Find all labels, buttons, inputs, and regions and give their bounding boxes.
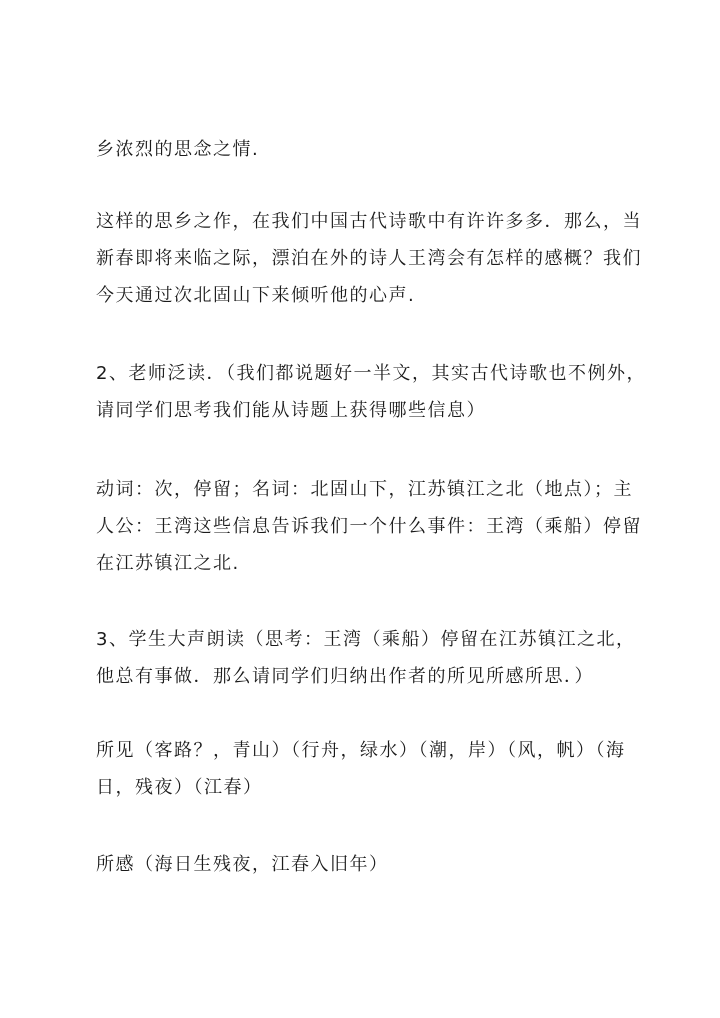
text-line: 人公：王湾这些信息告诉我们一个什么事件：王湾（乘船）停留	[96, 516, 642, 537]
text-line: 所见（客路？，青山）（行舟，绿水）（潮，岸）（风，帆）（海	[96, 740, 626, 761]
text-line: 今天通过次北固山下来倾听他的心声.	[96, 285, 416, 306]
text-line: 在江苏镇江之北.	[96, 553, 240, 574]
text-line: 2、老师泛读．（我们都说题好一半文，其实古代诗歌也不例外，	[96, 363, 646, 384]
text-line: 动词：次，停留；名词：北固山下，江苏镇江之北（地点）；主	[96, 479, 633, 500]
text-line: 新春即将来临之际，漂泊在外的诗人王湾会有怎样的感概？我们	[96, 248, 642, 269]
text-line: 日，残夜）（江春）	[96, 777, 263, 798]
text-line: 乡浓烈的思念之情.	[96, 139, 260, 160]
text-line: 3、学生大声朗读（思考：王湾（乘船）停留在江苏镇江之北，	[96, 629, 636, 650]
text-line: 这样的思乡之作，在我们中国古代诗歌中有许许多多．那么，当	[96, 211, 642, 232]
text-line: 所感（海日生残夜，江春入旧年）	[96, 854, 389, 875]
text-line: 请同学们思考我们能从诗题上获得哪些信息）	[96, 400, 486, 421]
text-line: 他总有事做．那么请同学们归纳出作者的所见所感所思．）	[96, 666, 594, 687]
